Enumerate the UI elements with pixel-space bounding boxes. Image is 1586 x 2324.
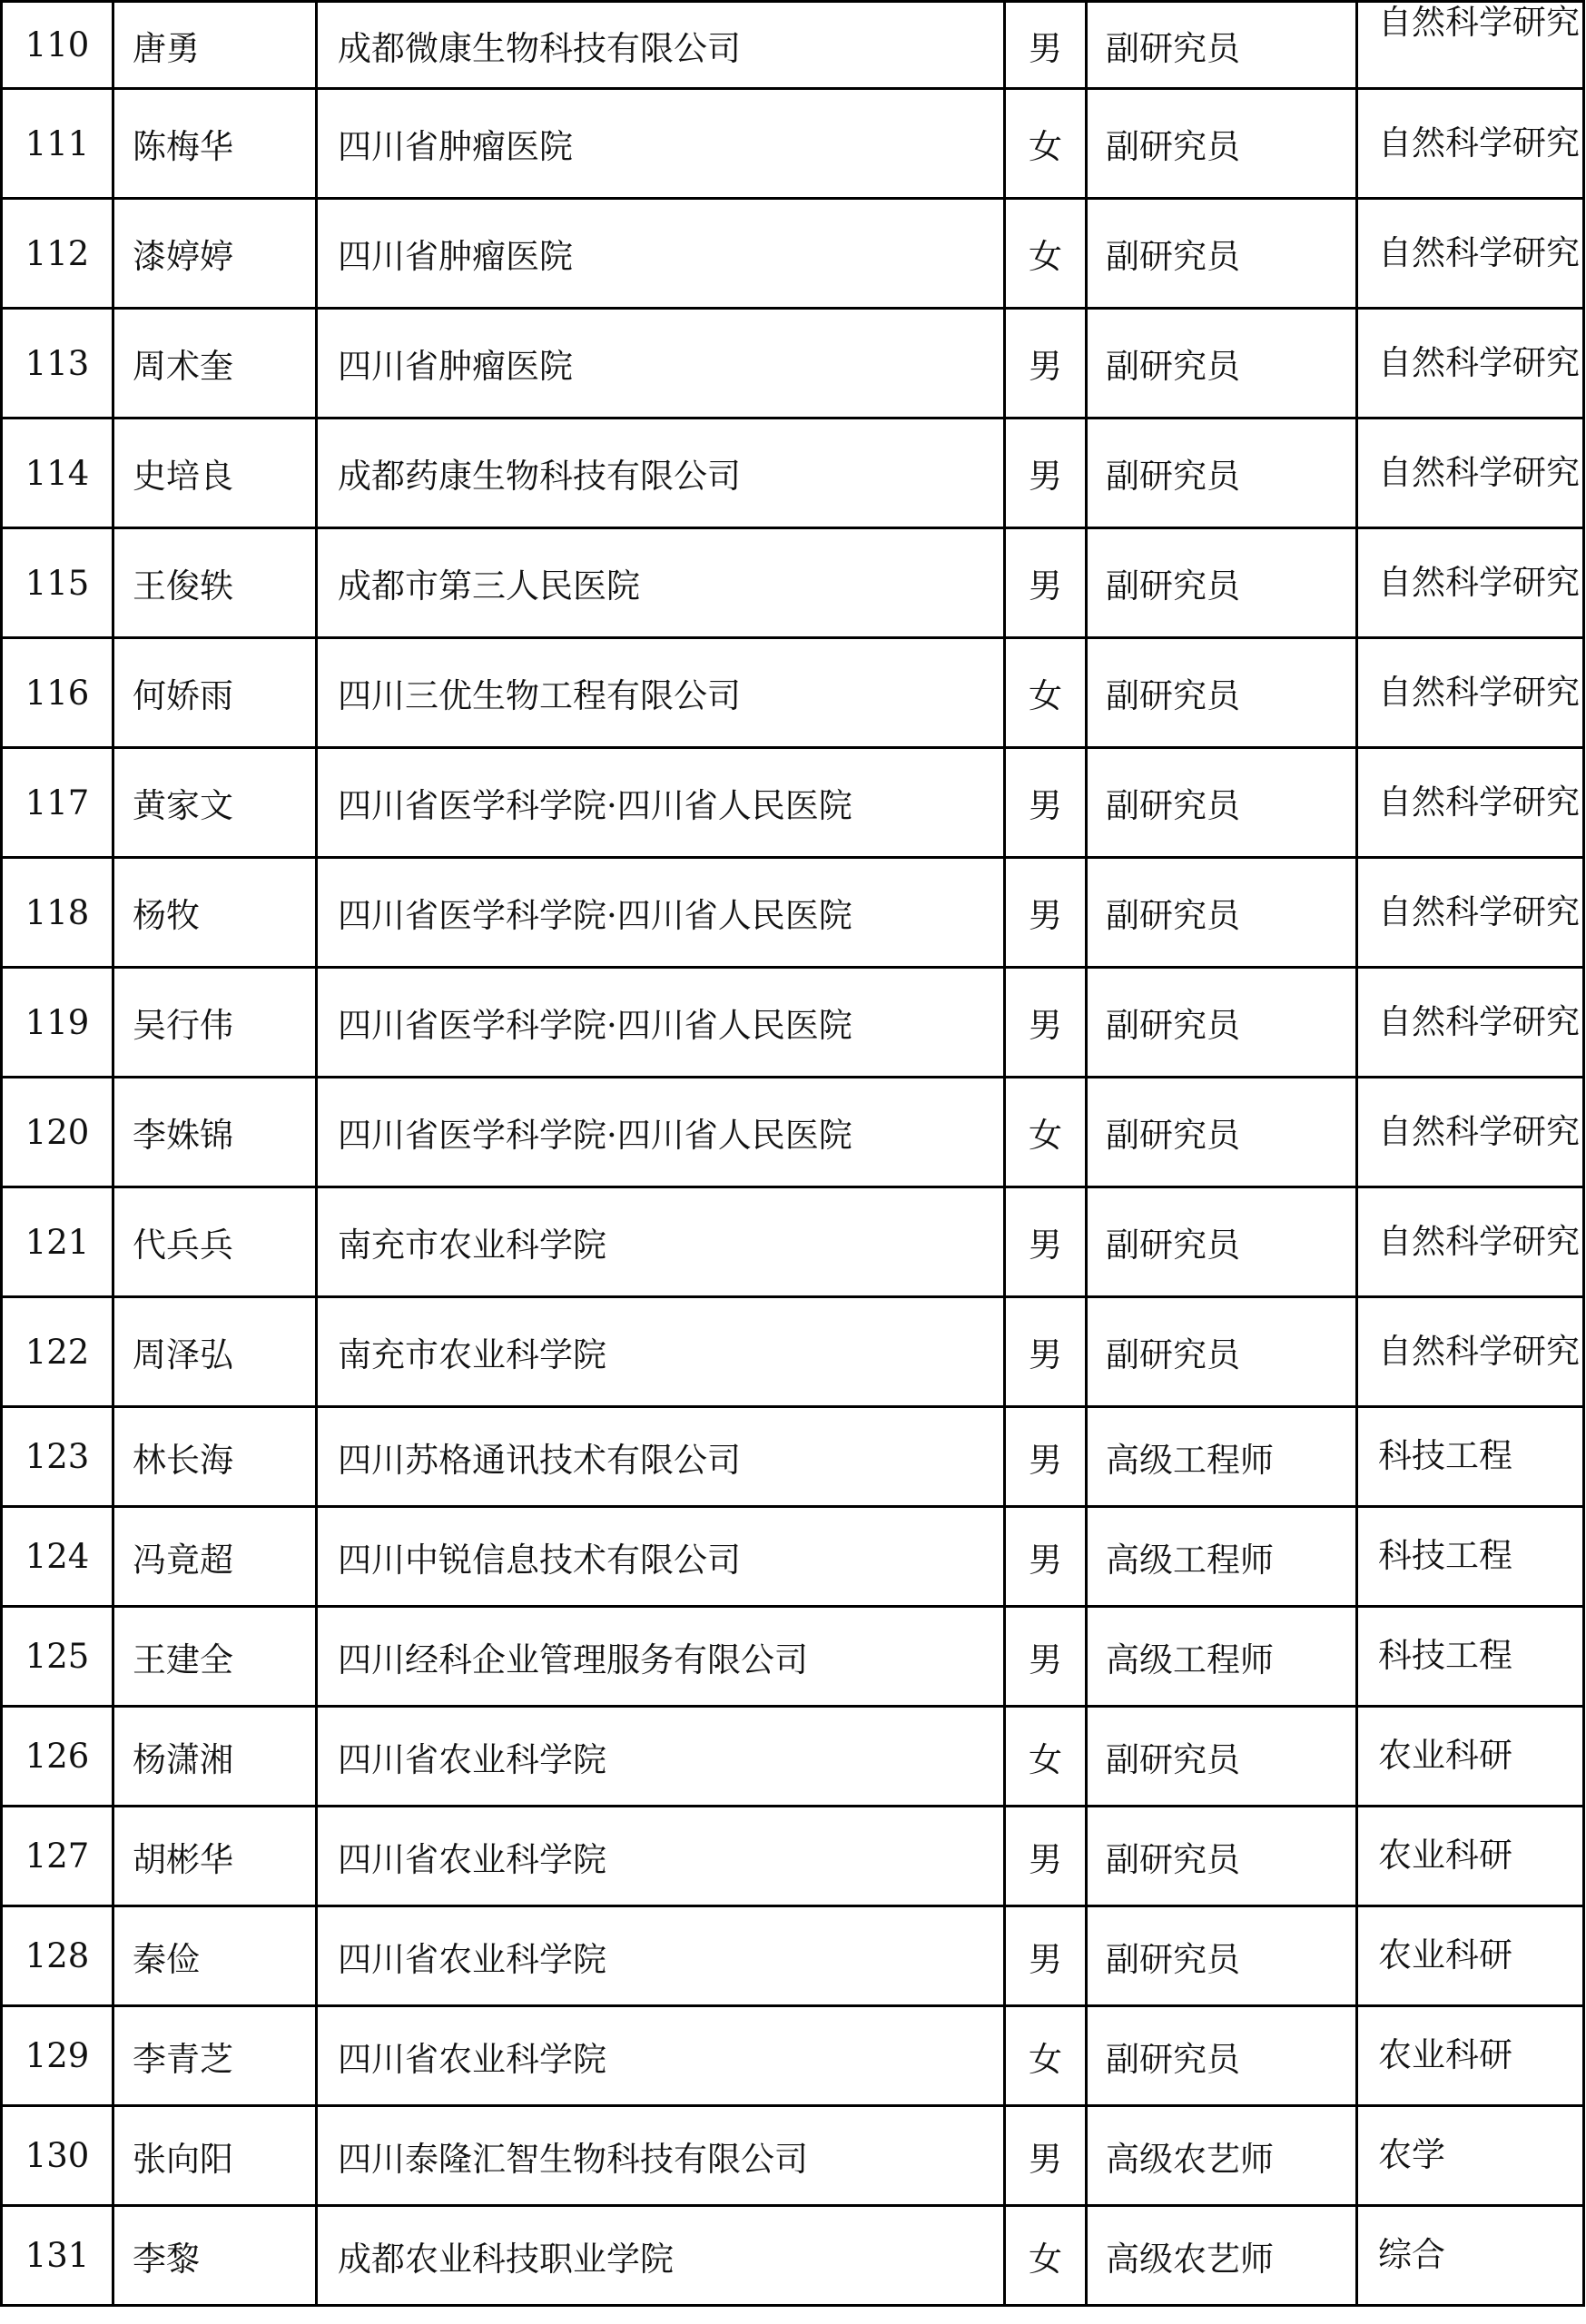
- serial-number-cell: 117: [2, 748, 113, 858]
- name-cell: 王建全: [113, 1607, 317, 1707]
- table-row: [2, 1407, 1584, 1507]
- gender-cell: 女: [1005, 638, 1087, 748]
- serial-number-cell: 111: [2, 89, 113, 199]
- table-row: [2, 419, 1584, 528]
- serial-number-cell: 131: [2, 2206, 113, 2306]
- table-row: [2, 1507, 1584, 1607]
- serial-number-cell: 122: [2, 1297, 113, 1407]
- name-cell: 何娇雨: [113, 638, 317, 748]
- serial-number-cell: 126: [2, 1707, 113, 1807]
- name-cell: 张向阳: [113, 2106, 317, 2206]
- serial-number-cell: 125: [2, 1607, 113, 1707]
- professional-title-cell: 副研究员: [1087, 968, 1357, 1078]
- professional-title-cell: 副研究员: [1087, 2006, 1357, 2106]
- professional-title-cell: 高级农艺师: [1087, 2106, 1357, 2206]
- serial-number-cell: 130: [2, 2106, 113, 2206]
- gender-cell: 女: [1005, 1078, 1087, 1187]
- name-cell: 秦俭: [113, 1906, 317, 2006]
- field-cell: 科技工程: [1357, 1407, 1584, 1507]
- professional-title-cell: 副研究员: [1087, 748, 1357, 858]
- organization-cell: 成都农业科技职业学院: [317, 2206, 1005, 2306]
- professional-title-cell: 副研究员: [1087, 199, 1357, 309]
- gender-cell: 男: [1005, 2, 1087, 89]
- field-cell: 自然科学研究: [1357, 1297, 1584, 1407]
- gender-cell: 男: [1005, 309, 1087, 419]
- organization-cell: 四川经科企业管理服务有限公司: [317, 1607, 1005, 1707]
- name-cell: 李姝锦: [113, 1078, 317, 1187]
- table-row: [2, 2, 1584, 89]
- professional-title-cell: 副研究员: [1087, 1707, 1357, 1807]
- field-cell: 自然科学研究: [1357, 528, 1584, 638]
- field-cell: 自然科学研究: [1357, 419, 1584, 528]
- table-row: [2, 748, 1584, 858]
- organization-cell: 四川省医学科学院·四川省人民医院: [317, 968, 1005, 1078]
- field-cell: 自然科学研究: [1357, 199, 1584, 309]
- serial-number-cell: 127: [2, 1807, 113, 1906]
- field-cell: 自然科学研究: [1357, 2, 1584, 89]
- serial-number-cell: 120: [2, 1078, 113, 1187]
- serial-number-cell: 115: [2, 528, 113, 638]
- table-row: [2, 199, 1584, 309]
- gender-cell: 男: [1005, 968, 1087, 1078]
- name-cell: 漆婷婷: [113, 199, 317, 309]
- professional-title-cell: 副研究员: [1087, 309, 1357, 419]
- field-cell: 自然科学研究: [1357, 748, 1584, 858]
- name-cell: 周术奎: [113, 309, 317, 419]
- professional-title-cell: 高级工程师: [1087, 1607, 1357, 1707]
- table-row: [2, 638, 1584, 748]
- field-cell: 综合: [1357, 2206, 1584, 2306]
- organization-cell: 成都市第三人民医院: [317, 528, 1005, 638]
- table-row: [2, 89, 1584, 199]
- organization-cell: 成都药康生物科技有限公司: [317, 419, 1005, 528]
- professional-title-cell: 副研究员: [1087, 638, 1357, 748]
- serial-number-cell: 110: [2, 2, 113, 89]
- field-cell: 科技工程: [1357, 1507, 1584, 1607]
- serial-number-cell: 128: [2, 1906, 113, 2006]
- name-cell: 王俊轶: [113, 528, 317, 638]
- professional-title-cell: 副研究员: [1087, 1187, 1357, 1297]
- name-cell: 唐勇: [113, 2, 317, 89]
- gender-cell: 女: [1005, 2206, 1087, 2306]
- field-cell: 农业科研: [1357, 1707, 1584, 1807]
- organization-cell: 四川省肿瘤医院: [317, 199, 1005, 309]
- organization-cell: 四川省农业科学院: [317, 1906, 1005, 2006]
- table-row: [2, 1807, 1584, 1906]
- field-cell: 自然科学研究: [1357, 858, 1584, 968]
- name-cell: 胡彬华: [113, 1807, 317, 1906]
- organization-cell: 四川省肿瘤医院: [317, 309, 1005, 419]
- table-row: [2, 2106, 1584, 2206]
- serial-number-cell: 114: [2, 419, 113, 528]
- field-cell: 农业科研: [1357, 1906, 1584, 2006]
- serial-number-cell: 116: [2, 638, 113, 748]
- table-row: [2, 1906, 1584, 2006]
- serial-number-cell: 123: [2, 1407, 113, 1507]
- organization-cell: 南充市农业科学院: [317, 1297, 1005, 1407]
- field-cell: 农学: [1357, 2106, 1584, 2206]
- organization-cell: 四川省农业科学院: [317, 2006, 1005, 2106]
- organization-cell: 南充市农业科学院: [317, 1187, 1005, 1297]
- organization-cell: 四川省农业科学院: [317, 1707, 1005, 1807]
- table-row: [2, 1078, 1584, 1187]
- professional-title-cell: 副研究员: [1087, 2, 1357, 89]
- name-cell: 黄家文: [113, 748, 317, 858]
- field-cell: 科技工程: [1357, 1607, 1584, 1707]
- serial-number-cell: 113: [2, 309, 113, 419]
- serial-number-cell: 118: [2, 858, 113, 968]
- name-cell: 李黎: [113, 2206, 317, 2306]
- table-row: [2, 528, 1584, 638]
- table-row: [2, 2206, 1584, 2306]
- name-cell: 李青芝: [113, 2006, 317, 2106]
- professional-title-cell: 副研究员: [1087, 1906, 1357, 2006]
- organization-cell: 四川省医学科学院·四川省人民医院: [317, 858, 1005, 968]
- serial-number-cell: 124: [2, 1507, 113, 1607]
- gender-cell: 男: [1005, 1507, 1087, 1607]
- gender-cell: 女: [1005, 89, 1087, 199]
- gender-cell: 男: [1005, 1807, 1087, 1906]
- name-cell: 杨潇湘: [113, 1707, 317, 1807]
- field-cell: 自然科学研究: [1357, 1187, 1584, 1297]
- field-cell: 自然科学研究: [1357, 309, 1584, 419]
- name-cell: 代兵兵: [113, 1187, 317, 1297]
- name-cell: 杨牧: [113, 858, 317, 968]
- gender-cell: 女: [1005, 2006, 1087, 2106]
- professional-title-cell: 副研究员: [1087, 89, 1357, 199]
- professional-title-cell: 副研究员: [1087, 1807, 1357, 1906]
- gender-cell: 女: [1005, 199, 1087, 309]
- gender-cell: 女: [1005, 1707, 1087, 1807]
- table-row: [2, 1607, 1584, 1707]
- field-cell: 自然科学研究: [1357, 89, 1584, 199]
- name-cell: 史培良: [113, 419, 317, 528]
- table-body: [2, 2, 1584, 2306]
- gender-cell: 男: [1005, 1906, 1087, 2006]
- professional-title-cell: 副研究员: [1087, 1297, 1357, 1407]
- table-row: [2, 309, 1584, 419]
- gender-cell: 男: [1005, 1607, 1087, 1707]
- table-row: [2, 2006, 1584, 2106]
- organization-cell: 四川省农业科学院: [317, 1807, 1005, 1906]
- name-cell: 周泽弘: [113, 1297, 317, 1407]
- name-cell: 冯竟超: [113, 1507, 317, 1607]
- organization-cell: 四川省医学科学院·四川省人民医院: [317, 748, 1005, 858]
- organization-cell: 四川泰隆汇智生物科技有限公司: [317, 2106, 1005, 2206]
- professional-title-cell: 高级农艺师: [1087, 2206, 1357, 2306]
- table-row: [2, 1707, 1584, 1807]
- field-cell: 自然科学研究: [1357, 968, 1584, 1078]
- organization-cell: 四川中锐信息技术有限公司: [317, 1507, 1005, 1607]
- field-cell: 自然科学研究: [1357, 638, 1584, 748]
- professional-title-cell: 高级工程师: [1087, 1507, 1357, 1607]
- table-row: [2, 968, 1584, 1078]
- field-cell: 自然科学研究: [1357, 1078, 1584, 1187]
- table-row: [2, 1187, 1584, 1297]
- gender-cell: 男: [1005, 1187, 1087, 1297]
- name-cell: 林长海: [113, 1407, 317, 1507]
- table-row: [2, 858, 1584, 968]
- table-row: [2, 1297, 1584, 1407]
- organization-cell: 四川省医学科学院·四川省人民医院: [317, 1078, 1005, 1187]
- organization-cell: 成都微康生物科技有限公司: [317, 2, 1005, 89]
- organization-cell: 四川三优生物工程有限公司: [317, 638, 1005, 748]
- serial-number-cell: 129: [2, 2006, 113, 2106]
- serial-number-cell: 112: [2, 199, 113, 309]
- name-cell: 陈梅华: [113, 89, 317, 199]
- organization-cell: 四川省肿瘤医院: [317, 89, 1005, 199]
- serial-number-cell: 121: [2, 1187, 113, 1297]
- serial-number-cell: 119: [2, 968, 113, 1078]
- field-cell: 农业科研: [1357, 1807, 1584, 1906]
- professional-title-cell: 高级工程师: [1087, 1407, 1357, 1507]
- professional-title-cell: 副研究员: [1087, 1078, 1357, 1187]
- field-cell: 农业科研: [1357, 2006, 1584, 2106]
- gender-cell: 男: [1005, 528, 1087, 638]
- gender-cell: 男: [1005, 858, 1087, 968]
- gender-cell: 男: [1005, 748, 1087, 858]
- organization-cell: 四川苏格通讯技术有限公司: [317, 1407, 1005, 1507]
- name-cell: 吴行伟: [113, 968, 317, 1078]
- gender-cell: 男: [1005, 1297, 1087, 1407]
- gender-cell: 男: [1005, 419, 1087, 528]
- professional-title-cell: 副研究员: [1087, 858, 1357, 968]
- gender-cell: 男: [1005, 2106, 1087, 2206]
- professional-title-cell: 副研究员: [1087, 528, 1357, 638]
- gender-cell: 男: [1005, 1407, 1087, 1507]
- professional-title-cell: 副研究员: [1087, 419, 1357, 528]
